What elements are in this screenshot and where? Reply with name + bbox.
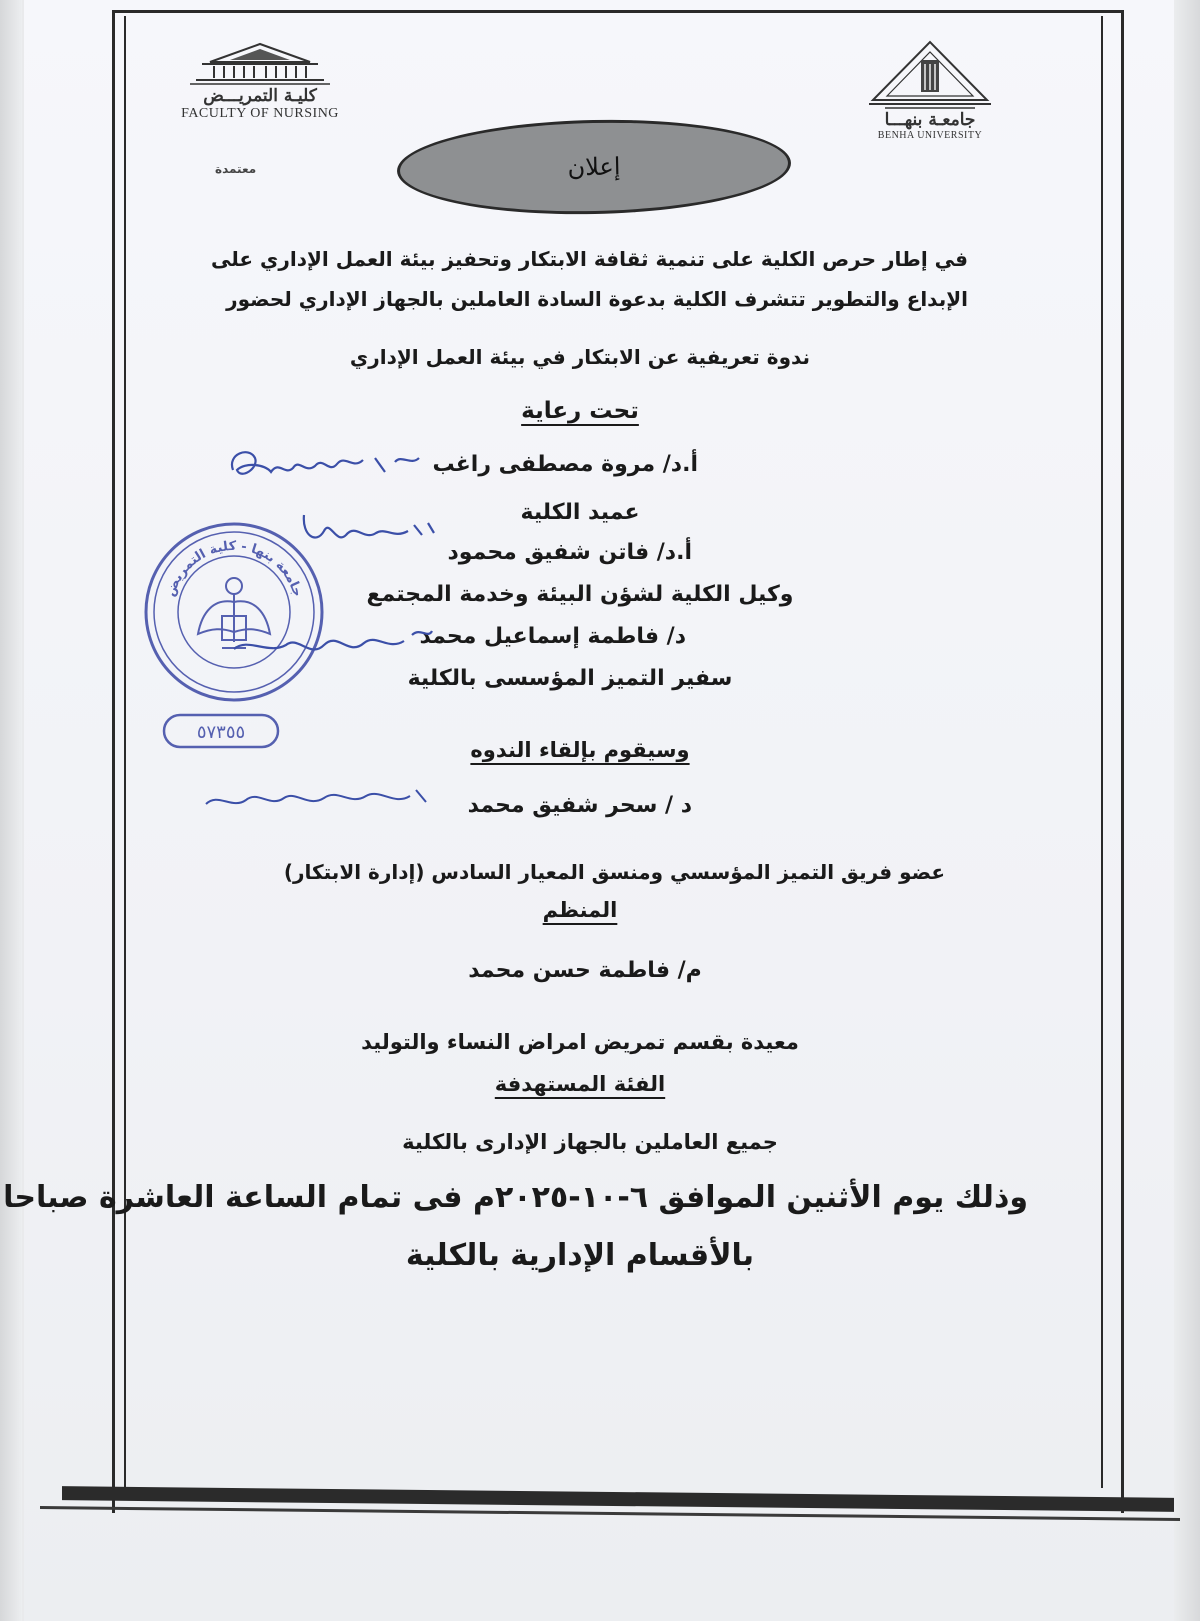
intro-line-1: في إطار حرص الكلية على تنمية ثقافة الابتكار وتحفيز بيئة العمل الإداري على — [211, 247, 968, 271]
approved-stamp-text: معتمدة — [215, 162, 257, 176]
photo-background-right — [1170, 0, 1200, 1621]
signature-ambassador — [228, 615, 438, 675]
patronage-heading: تحت رعاية — [521, 398, 639, 424]
speaker-name: د / سحر شفيق محمد — [467, 793, 692, 818]
faculty-logo — [160, 40, 360, 122]
target-audience: جميع العاملين بالجهاز الإدارى بالكلية — [402, 1130, 778, 1154]
svg-text:جامعة بنها - كلية التمريض — [163, 539, 305, 599]
patron-3-name: د/ فاطمة إسماعيل محمد — [419, 624, 686, 649]
building-colonnade-icon — [190, 40, 330, 86]
speaker-title: عضو فريق التميز المؤسسي ومنسق المعيار السادس (إدارة الابتكار) — [283, 860, 945, 884]
photo-background-left — [0, 0, 22, 1621]
patron-2-name: أ.د/ فاتن شفيق محمود — [447, 540, 692, 565]
event-venue: بالأقسام الإدارية بالكلية — [405, 1238, 755, 1273]
faculty-logo-english: FACULTY OF NURSING — [181, 106, 339, 121]
university-logo-english: BENHA UNIVERSITY — [877, 130, 983, 141]
signature-dean — [225, 440, 425, 490]
organizer-heading: المنظم — [542, 898, 618, 922]
patron-1-title: عميد الكلية — [520, 500, 640, 525]
audience-heading: الفئة المستهدفة — [494, 1072, 666, 1096]
intro-line-2: الإبداع والتطوير تتشرف الكلية بدعوة السادة العاملين بالجهاز الإداري لحضور — [226, 287, 968, 311]
organizer-name: م/ فاطمة حسن محمد — [468, 958, 702, 983]
announcement-title: إعلان — [567, 152, 621, 182]
signature-speaker — [200, 778, 440, 818]
patron-1-name: أ.د/ مروة مصطفى راغب — [432, 452, 698, 477]
organizer-title: معيدة بقسم تمريض امراض النساء والتوليد — [361, 1030, 799, 1054]
speaker-heading: وسيقوم بإلقاء الندوه — [470, 738, 690, 762]
event-datetime: وذلك يوم الأثنين الموافق ٦-١٠-٢٠٢٥م فى تمام الساعة العاشرة صباحا — [3, 1180, 1028, 1215]
serial-number: ٥٧٣٥٥ — [196, 722, 246, 743]
signature-vice-dean — [296, 505, 446, 565]
seminar-title: ندوة تعريفية عن الابتكار في بيئة العمل الإداري — [349, 345, 811, 369]
university-logo — [845, 38, 1015, 141]
patron-2-title: وكيل الكلية لشؤن البيئة وخدمة المجتمع — [366, 582, 794, 607]
serial-number-stamp — [161, 712, 281, 750]
university-logo-arabic: جامعـة بنهـــا — [884, 110, 976, 130]
patron-3-title: سفير التميز المؤسسى بالكلية — [407, 666, 733, 691]
faculty-logo-arabic: كليـة التمريـــض — [203, 86, 317, 106]
seal-ring-text: جامعة بنها - كلية التمريض — [162, 538, 305, 599]
pyramid-building-icon — [865, 38, 995, 110]
